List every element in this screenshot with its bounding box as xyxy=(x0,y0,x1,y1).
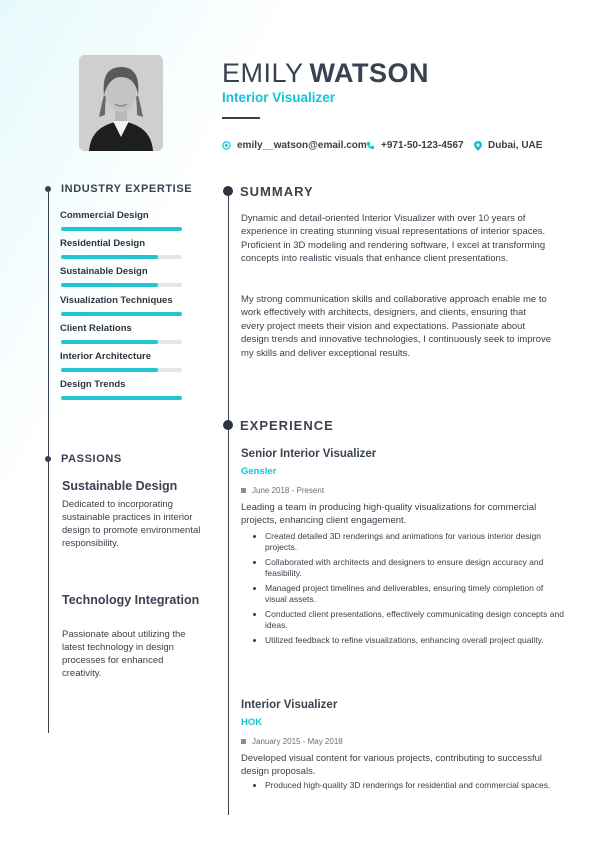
contact-email[interactable] xyxy=(222,140,367,151)
skill-label: Sustainable Design xyxy=(60,266,148,277)
skill-bar-fill xyxy=(61,396,182,400)
job-title: Interior Visualizer xyxy=(241,699,338,711)
job-dates-text: June 2018 - Present xyxy=(252,486,325,495)
skill-bar xyxy=(61,312,182,316)
job-bullets xyxy=(252,780,565,795)
section-title-summary: SUMMARY xyxy=(240,184,314,199)
job-dates xyxy=(241,737,343,746)
skill-label: Visualization Techniques xyxy=(60,295,173,306)
skill-label: Commercial Design xyxy=(60,210,149,221)
passion-description: Passionate about utilizing the latest technology in design processes for enhanced creativity. xyxy=(62,629,186,679)
list-item: • Utilized feedback to refine visualizations, enhancing overall project quality. xyxy=(265,635,565,646)
skill-bar xyxy=(61,227,182,231)
list-item: • Produced high-quality 3D renderings for residential and commercial spaces. xyxy=(265,780,565,791)
skill-bar xyxy=(61,368,182,372)
summary-paragraph: My strong communication skills and collaborative approach enable me to work effectively with architects, designers, and clients, ensuring that every project meets their vision and expectations. Passionate about design trends and innovative technologies, I continuously seek to improve my skills and deliver exceptional results. xyxy=(241,294,551,359)
skill-label: Client Relations xyxy=(60,323,132,334)
timeline-dot xyxy=(45,186,51,192)
skill-bar-fill xyxy=(61,227,182,231)
first-name: EMILY xyxy=(222,58,304,88)
location-text: Dubai, UAE xyxy=(488,140,543,151)
skill-bar-fill xyxy=(61,312,182,316)
skill-bar xyxy=(61,255,182,259)
job-role: Interior Visualizer xyxy=(222,90,336,105)
skill-label: Design Trends xyxy=(60,379,126,390)
passion-description: Dedicated to incorporating sustainable practices in interior design to promote environmental responsibility. xyxy=(62,499,201,549)
briefcase-icon xyxy=(223,420,233,430)
contact-location xyxy=(474,140,542,151)
skill-bar-fill xyxy=(61,368,158,372)
calendar-icon xyxy=(241,739,246,744)
section-title-experience: EXPERIENCE xyxy=(240,418,334,433)
skill-bar-fill xyxy=(61,255,158,259)
company-name: Gensler xyxy=(241,466,277,477)
location-pin-icon xyxy=(474,141,482,151)
list-item: • Conducted client presentations, effectively communicating design concepts and ideas. xyxy=(265,609,565,631)
timeline-dot xyxy=(45,456,51,462)
job-dates xyxy=(241,486,324,495)
skill-bar xyxy=(61,283,182,287)
calendar-icon xyxy=(241,488,246,493)
phone-icon xyxy=(366,141,375,150)
list-item: • Collaborated with architects and designers to ensure design accuracy and feasibility. xyxy=(265,557,565,579)
section-title-expertise: INDUSTRY EXPERTISE xyxy=(61,183,193,195)
candidate-name xyxy=(222,58,429,89)
list-item: • Managed project timelines and deliverables, ensuring timely completion of visual assets. xyxy=(265,583,565,605)
list-item: • Created detailed 3D renderings and animations for various interior design projects. xyxy=(265,531,565,553)
passion-title: Technology Integration xyxy=(62,593,200,607)
job-summary: Developed visual content for various projects, contributing to successful design proposals. xyxy=(241,753,542,777)
title-underline xyxy=(222,117,260,119)
contact-phone[interactable] xyxy=(366,140,464,151)
job-title: Senior Interior Visualizer xyxy=(241,448,377,460)
skill-label: Residential Design xyxy=(60,238,145,249)
job-dates-text: January 2015 - May 2018 xyxy=(252,737,343,746)
skill-bar xyxy=(61,396,182,400)
job-bullets xyxy=(252,531,565,650)
section-title-passions: PASSIONS xyxy=(61,453,122,465)
skill-bar xyxy=(61,340,182,344)
profile-photo xyxy=(79,55,163,151)
right-timeline xyxy=(228,190,229,815)
skill-bar-fill xyxy=(61,283,158,287)
passion-title: Sustainable Design xyxy=(62,479,178,493)
summary-section-icon xyxy=(223,186,233,196)
summary-paragraph: Dynamic and detail-oriented Interior Visualizer with over 10 years of experience in creating stunning visual representations of interior spaces. Proficient in 3D modeling and rendering software, I excel at transforming concepts into realistic visuals that enhance client presentations. xyxy=(241,213,546,265)
company-name: HOK xyxy=(241,717,263,728)
phone-text: +971-50-123-4567 xyxy=(381,140,464,151)
job-summary: Leading a team in producing high-quality visualizations for commercial projects, enhancing client engagement. xyxy=(241,502,537,526)
at-icon xyxy=(222,141,231,150)
skill-bar-fill xyxy=(61,340,158,344)
skill-label: Interior Architecture xyxy=(60,351,151,362)
email-text: emily__watson@email.com xyxy=(237,140,367,151)
last-name: WATSON xyxy=(309,58,430,88)
